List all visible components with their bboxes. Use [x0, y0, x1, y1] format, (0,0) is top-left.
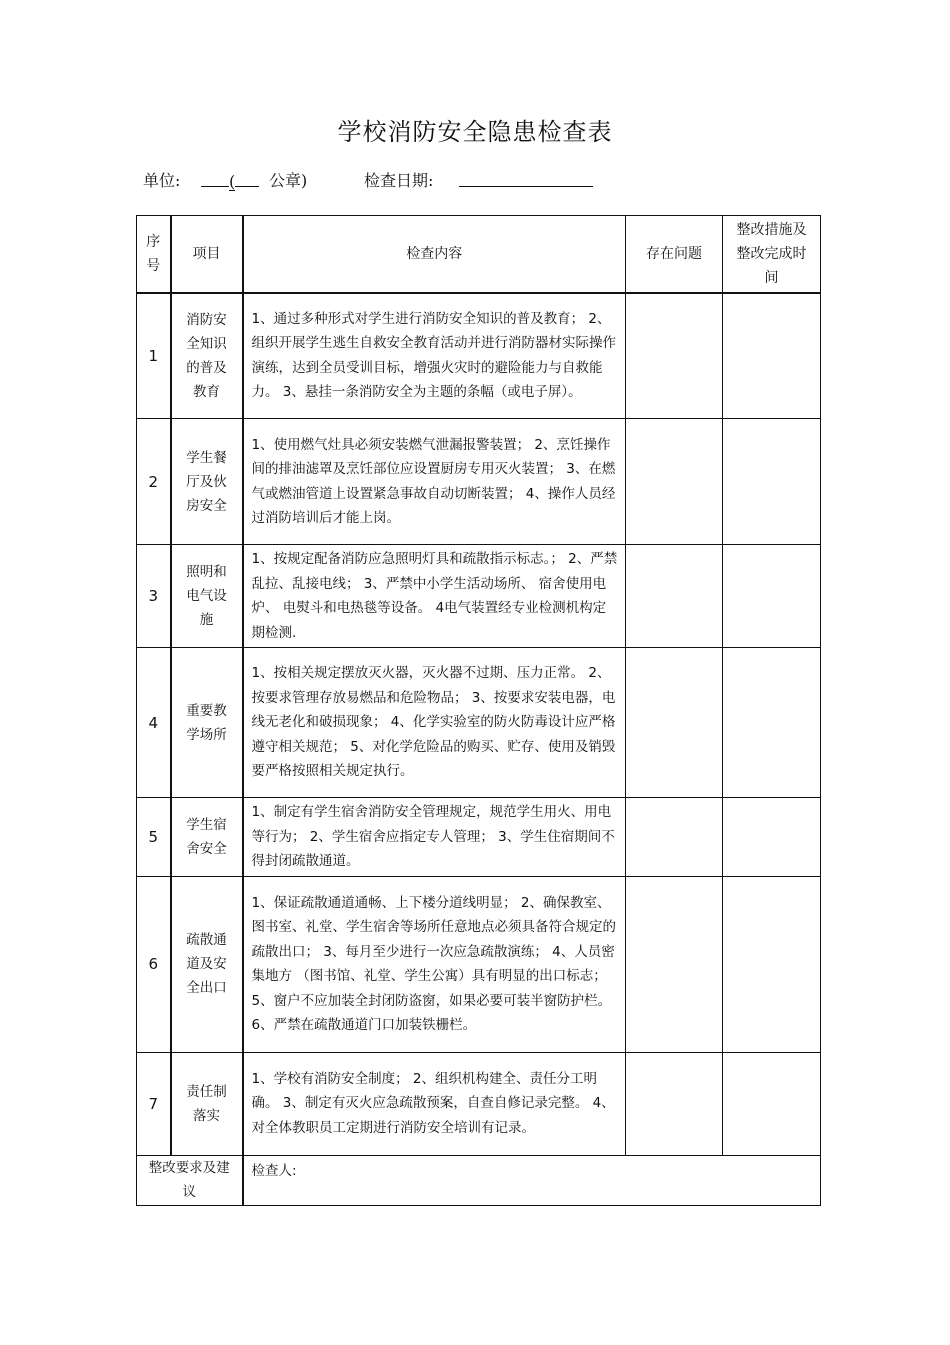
unit-label: 单位:	[143, 171, 181, 190]
inspector-label: 检查人:	[251, 1162, 297, 1179]
row-measures-cell[interactable]	[723, 648, 821, 798]
row-item: 学生餐厅及伙房安全	[171, 419, 243, 545]
table-row	[137, 545, 821, 648]
row-seq: 5	[137, 798, 171, 877]
row-seq: 1	[137, 293, 171, 419]
header-row	[137, 216, 821, 293]
row-item: 照明和电气设施	[171, 545, 243, 648]
inspection-table	[136, 215, 821, 1206]
header-seq: 序号	[137, 216, 171, 293]
header-item: 项目	[171, 216, 243, 293]
row-problems-cell[interactable]	[626, 798, 723, 877]
row-item: 重要教学场所	[171, 648, 243, 798]
date-field[interactable]	[459, 168, 593, 191]
row-content: 1、制定有学生宿舍消防安全管理规定，规范学生用火、用电等行为； 2、学生宿舍应指定专人管理； 3、学生住宿期间不得封闭疏散通道。	[243, 798, 626, 877]
row-content: 1、按相关规定摆放灭火器，灭火器不过期、压力正常。 2、按要求管理存放易燃品和危险物品； 3、按要求安装电器，电线无老化和破损现象； 4、化学实验室的防火防毒设计应严格遵守相关规范； 5、对化学危险品的购买、贮存、使用及销毁要严格按照相关规定执行。	[243, 648, 626, 798]
table-row	[137, 876, 821, 1052]
row-measures-cell[interactable]	[723, 876, 821, 1052]
date-label: 检查日期:	[364, 171, 434, 190]
seal-blank	[235, 168, 259, 187]
row-item: 责任制落实	[171, 1052, 243, 1155]
row-measures-cell[interactable]	[723, 419, 821, 545]
row-seq: 3	[137, 545, 171, 648]
row-seq: 4	[137, 648, 171, 798]
row-seq: 2	[137, 419, 171, 545]
row-problems-cell[interactable]	[626, 293, 723, 419]
row-content: 1、按规定配备消防应急照明灯具和疏散指示标志。； 2、严禁乱拉、乱接电线； 3、严禁中小学生活动场所、 宿舍使用电炉、 电熨斗和电热毯等设备。 4电气装置经专业检测机构定期检测.	[243, 545, 626, 648]
row-measures-cell[interactable]	[723, 293, 821, 419]
row-problems-cell[interactable]	[626, 419, 723, 545]
seal-open: (	[229, 172, 236, 191]
row-item: 疏散通道及安全出口	[171, 876, 243, 1052]
row-measures-cell[interactable]	[723, 545, 821, 648]
row-seq: 6	[137, 876, 171, 1052]
row-measures-cell[interactable]	[723, 1052, 821, 1155]
table-row	[137, 419, 821, 545]
table-row	[137, 798, 821, 877]
row-item: 消防安全知识的普及教育	[171, 293, 243, 419]
header-content: 检查内容	[243, 216, 626, 293]
row-content: 1、学校有消防安全制度； 2、组织机构建全、责任分工明确。 3、制定有灭火应急疏散预案，自查自修记录完整。 4、对全体教职员工定期进行消防安全培训有记录。	[243, 1052, 626, 1155]
row-problems-cell[interactable]	[626, 1052, 723, 1155]
unit-field[interactable]	[201, 168, 259, 191]
table-row	[137, 1052, 821, 1155]
row-content: 1、保证疏散通道通畅、上下楼分道线明显； 2、确保教室、图书室、礼堂、学生宿舍等场所任意地点必须具备符合规定的疏散出口； 3、每月至少进行一次应急疏散演练； 4、人员密集地方 （图书馆、礼堂、学生公寓）具有明显的出口标志； 5、窗户不应加装全封闭防盗窗，如果必要可装半窗防护栏。 6、严禁在疏散通道门口加装铁栅栏。	[243, 876, 626, 1052]
table-row	[137, 648, 821, 798]
footer-inspector-cell[interactable]	[243, 1155, 821, 1205]
table-row	[137, 293, 821, 419]
footer-label: 整改要求及建议	[137, 1155, 243, 1205]
row-content: 1、使用燃气灶具必须安装燃气泄漏报警装置； 2、烹饪操作间的排油滤罩及烹饪部位应设置厨房专用灭火装置； 3、在燃气或燃油管道上设置紧急事故自动切断装置； 4、操作人员经过消防培训后才能上岗。	[243, 419, 626, 545]
row-measures-cell[interactable]	[723, 798, 821, 877]
page-title: 学校消防安全隐患检查表	[337, 118, 613, 146]
row-problems-cell[interactable]	[626, 545, 723, 648]
unit-blank	[201, 168, 229, 187]
row-seq: 7	[137, 1052, 171, 1155]
row-problems-cell[interactable]	[626, 876, 723, 1052]
row-item: 学生宿舍安全	[171, 798, 243, 877]
date-blank	[459, 168, 593, 187]
header-measures: 整改措施及整改完成时间	[723, 216, 821, 293]
row-problems-cell[interactable]	[626, 648, 723, 798]
footer-row	[137, 1155, 821, 1205]
seal-label: 公章)	[269, 171, 308, 190]
row-content: 1、通过多种形式对学生进行消防安全知识的普及教育； 2、组织开展学生逃生自救安全教育活动并进行消防器材实际操作演练，达到全员受训目标，增强火灾时的避险能力与自救能力。 3、悬挂一条消防安全为主题的条幅（或电子屏）。	[243, 293, 626, 419]
header-problems: 存在问题	[626, 216, 723, 293]
